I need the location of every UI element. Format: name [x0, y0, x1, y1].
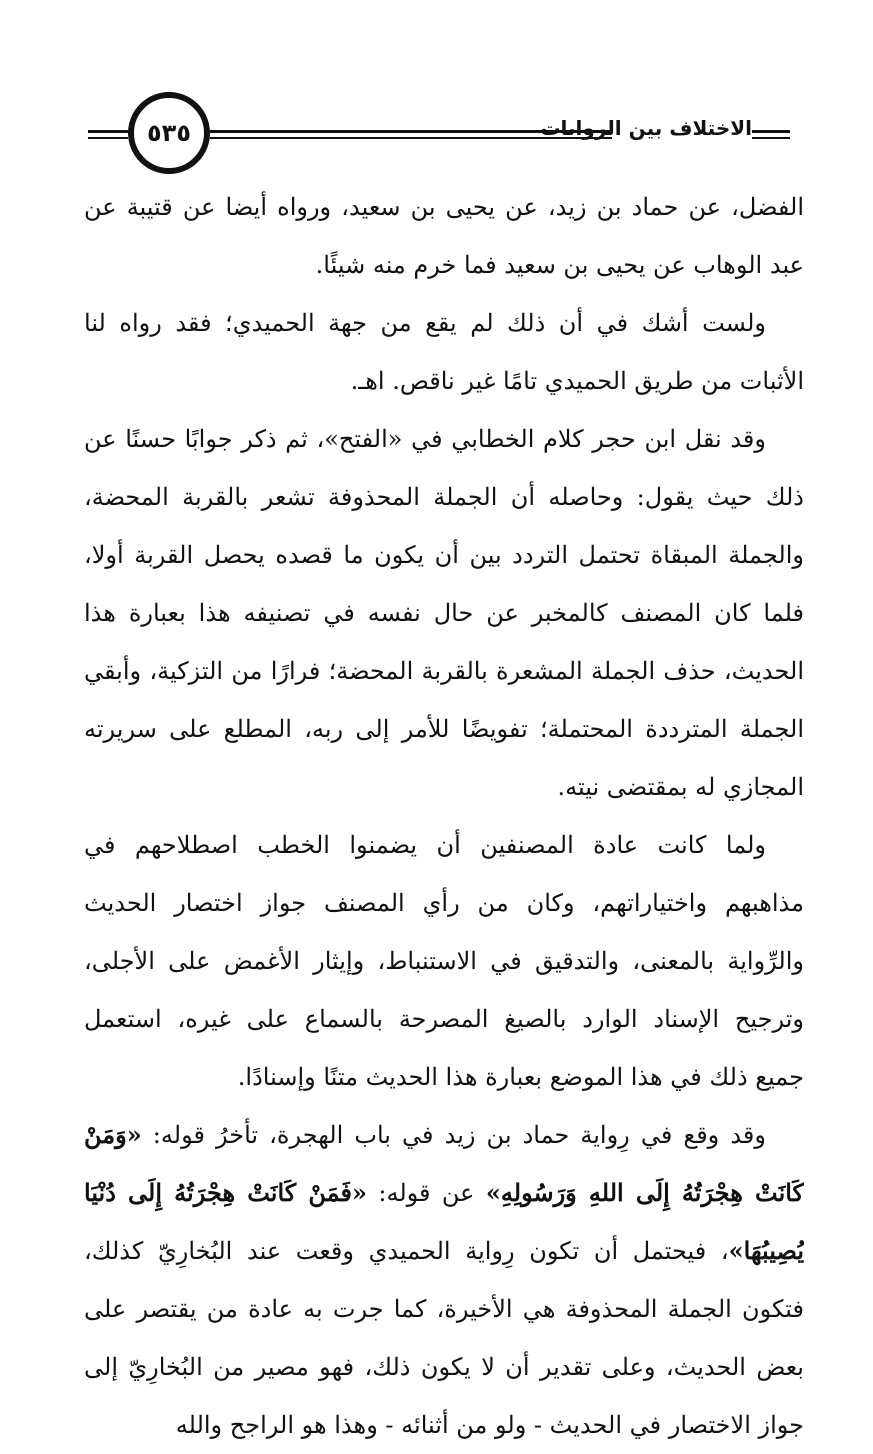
text-line — [84, 1048, 804, 1106]
paragraph — [84, 178, 804, 294]
text-line — [84, 932, 804, 990]
header-rule-left — [88, 130, 128, 133]
text-segment: فتكون الجملة المحذوفة هي الأخيرة، كما جرت به عادة من يقتصر على — [84, 1295, 804, 1323]
text-segment: والرِّواية بالمعنى، والتدقيق في الاستنباط، وإيثار الأغمض على الأجلى، — [84, 947, 804, 975]
header-rule-right — [752, 130, 790, 133]
hadith-quote: يُصِيبُهَا» — [728, 1236, 804, 1265]
text-line — [84, 584, 804, 642]
page-number-badge — [128, 92, 210, 174]
body-text — [84, 178, 804, 1454]
paragraph — [84, 1106, 804, 1454]
text-line — [84, 352, 804, 410]
text-segment: الجملة المترددة المحتملة؛ تفويضًا للأمر إلى ربه، المطلع على سريرته — [84, 715, 804, 743]
text-segment: وقد وقع في رِواية حماد بن زيد في باب الهجرة، تأخرُ قوله: — [141, 1121, 766, 1149]
text-segment: بعض الحديث، وعلى تقدير أن لا يكون ذلك، فهو مصير من البُخارِيّ إلى — [84, 1353, 804, 1381]
paragraph — [84, 816, 804, 1106]
hadith-quote: «فَمَنْ كَانَتْ هِجْرَتُهُ إِلَى دُنْيَا — [84, 1178, 367, 1207]
paragraph — [84, 410, 804, 816]
paragraph — [84, 294, 804, 410]
text-segment: جميع ذلك في هذا الموضع بعبارة هذا الحديث متنًا وإسنادًا. — [237, 1063, 804, 1091]
text-line — [84, 1222, 804, 1280]
text-segment: عبد الوهاب عن يحيى بن سعيد فما خرم منه شيئًا. — [315, 251, 804, 279]
page-number: ٥٣٥ — [147, 119, 191, 147]
text-segment: مذاهبهم واختياراتهم، وكان من رأي المصنف جواز اختصار الحديث — [84, 889, 804, 917]
text-line — [84, 758, 804, 816]
text-line — [84, 178, 804, 236]
text-segment: المجازي له بمقتضى نيته. — [557, 773, 804, 801]
text-segment: ذلك حيث يقول: وحاصله أن الجملة المحذوفة تشعر بالقربة المحضة، — [84, 483, 804, 511]
text-line — [84, 874, 804, 932]
text-segment: الأثبات من طريق الحميدي تامًا غير ناقص. اهـ. — [350, 367, 804, 395]
text-line — [84, 294, 804, 352]
header-rule-right-thin — [752, 137, 790, 139]
text-segment: وترجيح الإسناد الوارد بالصيغ المصرحة بالسماع على غيره، استعمل — [84, 1005, 804, 1033]
header-rule-left-thin — [88, 137, 128, 139]
text-line — [84, 1164, 804, 1222]
text-segment: جواز الاختصار في الحديث - ولو من أثنائه - وهذا هو الراجح والله — [175, 1411, 804, 1439]
text-line — [84, 700, 804, 758]
text-line — [84, 468, 804, 526]
text-segment: فلما كان المصنف كالمخبر عن حال نفسه في تصنيفه هذا بعبارة هذا — [84, 599, 804, 627]
text-line — [84, 1106, 804, 1164]
text-segment: عن قوله: — [366, 1179, 486, 1207]
page-header — [88, 90, 788, 182]
text-line — [84, 410, 804, 468]
hadith-quote: «وَمَنْ — [84, 1120, 142, 1149]
text-line — [84, 816, 804, 874]
text-segment: ، فيحتمل أن تكون رِواية الحميدي وقعت عند البُخارِيّ كذلك، — [84, 1237, 729, 1265]
text-segment: ولما كانت عادة المصنفين أن يضمنوا الخطب اصطلاحهم في — [84, 831, 766, 859]
text-segment: الحديث، حذف الجملة المشعرة بالقربة المحضة؛ فرارًا من التزكية، وأبقي — [84, 657, 804, 685]
text-line — [84, 990, 804, 1048]
text-segment: الفضل، عن حماد بن زيد، عن يحيى بن سعيد، ورواه أيضا عن قتيبة عن — [84, 193, 804, 221]
text-line — [84, 1280, 804, 1338]
text-line — [84, 642, 804, 700]
text-segment: وقد نقل ابن حجر كلام الخطابي في «الفتح»، ثم ذكر جوابًا حسنًا عن — [84, 425, 766, 453]
running-title: الاختلاف بين الروايات — [540, 116, 752, 140]
text-segment: ولست أشك في أن ذلك لم يقع من جهة الحميدي؛ فقد رواه لنا — [84, 309, 766, 337]
hadith-quote: كَانَتْ هِجْرَتُهُ إِلَى اللهِ وَرَسُولِهِ» — [485, 1178, 804, 1207]
text-line — [84, 236, 804, 294]
text-line — [84, 526, 804, 584]
text-line — [84, 1338, 804, 1396]
text-segment: والجملة المبقاة تحتمل التردد بين أن يكون ما قصده يحصل القربة أولا، — [84, 541, 804, 569]
